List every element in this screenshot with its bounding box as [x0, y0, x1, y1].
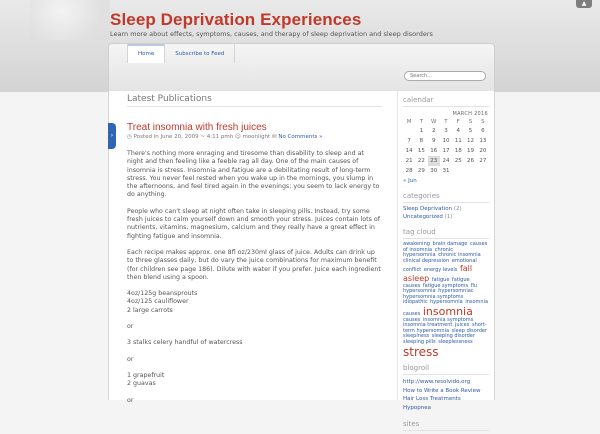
- tag-link[interactable]: hypersomnia: [403, 252, 436, 259]
- calendar-week: [403, 126, 489, 136]
- tag-link[interactable]: insomnia causes: [403, 299, 489, 317]
- calendar-day: 11: [454, 138, 462, 144]
- calendar-day: 14: [405, 148, 413, 154]
- recipe-separator: or: [127, 396, 134, 404]
- categories-widget-title: categories: [403, 192, 489, 203]
- calendar-prev-month-link[interactable]: « Jun: [403, 178, 417, 184]
- navigation-bar: [108, 43, 495, 91]
- calendar-table: [403, 118, 489, 176]
- recipe-ingredient: 2 large carrots: [127, 306, 173, 314]
- tag-link[interactable]: causes of insomnia: [403, 241, 488, 253]
- calendar-day: 17: [442, 148, 450, 154]
- calendar-day: 20: [479, 148, 487, 154]
- calendar-day: 16: [430, 148, 438, 154]
- recipe-separator: or: [127, 323, 134, 331]
- calendar-day: 7: [407, 138, 411, 144]
- blogroll-link[interactable]: Hypopnea: [403, 404, 431, 411]
- post-meta: [127, 134, 322, 140]
- calendar-widget-title: calendar: [403, 96, 489, 107]
- calendar-day: 6: [481, 128, 485, 134]
- chevron-up-icon: ▲: [581, 0, 587, 7]
- post-author: moonlight: [242, 134, 271, 140]
- recipe-list: [127, 290, 382, 315]
- sites-widget-title: sites: [403, 420, 489, 431]
- tag-link[interactable]: sleepiness: [403, 333, 430, 340]
- list-item: [403, 214, 489, 222]
- tag-link[interactable]: fall asleep: [403, 264, 473, 283]
- recipe-ingredient: 3 stalks celery handful of watercress: [127, 339, 243, 347]
- calendar-day: [477, 166, 489, 176]
- sidebar: [403, 96, 489, 434]
- tag-link[interactable]: stress: [403, 344, 439, 359]
- side-expand-tab[interactable]: [108, 123, 116, 149]
- calendar-day: 10: [442, 138, 450, 144]
- calendar-weekday: W: [430, 119, 437, 125]
- recipe-separator: or: [127, 355, 134, 363]
- post-paragraph: People who can't sleep at night often take in sleeping pills. Instead, try some fresh juices to calm yourself down and smooth your stress. Juices contain lots of nutrients, vitamins, magnesium, calcium and they really have a great effect in fighting fatigue and insomnia.: [127, 207, 380, 240]
- calendar-day: 28: [405, 168, 413, 174]
- category-count: (1): [444, 213, 453, 220]
- sidebar-divider: [397, 91, 398, 400]
- section-divider: [127, 106, 382, 107]
- collapse-toggle-button[interactable]: [576, 0, 592, 8]
- calendar-day: 1: [419, 128, 424, 134]
- calendar-day: [403, 126, 415, 136]
- tag-link[interactable]: short-term hypersomnia: [403, 322, 487, 334]
- blogroll-link[interactable]: Hair Loss Treatments: [403, 396, 461, 403]
- tag-link[interactable]: causes: [403, 316, 421, 323]
- calendar-day: 21: [405, 158, 413, 164]
- tag-link[interactable]: idiopathic: [403, 299, 428, 306]
- calendar-weekday: S: [481, 119, 485, 125]
- calendar-weekday: M: [406, 119, 412, 125]
- calendar-caption: MARCH 2016: [452, 111, 488, 117]
- user-icon: ☺: [234, 134, 241, 140]
- categories-list: [403, 206, 489, 221]
- calendar-day: 2: [431, 128, 436, 134]
- calendar-week: [403, 156, 489, 166]
- tag-link[interactable]: sleep disorder: [451, 327, 488, 334]
- tag-link[interactable]: emotional conflict: [403, 257, 477, 274]
- category-link[interactable]: Uncategorized: [403, 213, 443, 220]
- site-description: Learn more about effects, symptoms, causes, and therapy of sleep deprivation and sleep disorders: [110, 30, 433, 38]
- blogroll-list: [403, 378, 489, 412]
- calendar-day: 23: [428, 156, 440, 166]
- tag-link[interactable]: hypersomnia: [430, 299, 463, 306]
- section-title: Latest Publications: [127, 94, 212, 104]
- tag-link[interactable]: hypersomnia symptoms: [403, 293, 464, 300]
- calendar-day: [464, 166, 476, 176]
- calendar-day: 25: [454, 158, 462, 164]
- calendar-week: [403, 166, 489, 176]
- tag-cloud-widget-title: tag cloud: [403, 228, 489, 239]
- list-item: [403, 206, 489, 214]
- tag-link[interactable]: flu: [470, 282, 478, 289]
- tag-link[interactable]: hypersomnia: [403, 288, 436, 295]
- post-date: Posted in June 20, 2009 ~ 4:11 pmh: [133, 134, 234, 140]
- recipe-ingredient: 4oz/125 cauliflower: [127, 298, 189, 306]
- search-input[interactable]: [404, 71, 486, 81]
- tag-cloud: [403, 242, 489, 358]
- calendar-day: 15: [417, 148, 425, 154]
- tag-link[interactable]: chronic: [434, 246, 453, 253]
- calendar-day: 19: [467, 148, 475, 154]
- recipe-ingredient: 2 guavas: [127, 380, 156, 388]
- clock-icon: ◷: [127, 134, 132, 140]
- calendar-day: 22: [417, 158, 425, 164]
- tag-link[interactable]: fatigue causes: [403, 276, 470, 289]
- comment-icon: ✉: [271, 134, 277, 140]
- post-title-link[interactable]: Treat insomnia with fresh juices: [127, 122, 267, 133]
- calendar-day: 12: [467, 138, 475, 144]
- calendar-weekday: T: [444, 119, 448, 125]
- calendar-day: 13: [479, 138, 487, 144]
- calendar-day: 4: [456, 128, 461, 134]
- post-paragraph: Each recipe makes approx. one 8fl oz/230ml glass of juice. Adults can drink up to three glasses daily, but do vary the juice combinations for maximum benefit (for children see page 186). Dilute with water if you prefer. Juice each ingredient then blend using a spoon.: [127, 248, 381, 281]
- calendar-day: [452, 166, 464, 176]
- post-comments-link[interactable]: No Comments »: [278, 134, 323, 140]
- tag-link[interactable]: brain damage: [432, 241, 468, 247]
- calendar-day: 27: [479, 158, 487, 164]
- tag-link[interactable]: insomnia symptoms: [422, 316, 474, 323]
- tag-link[interactable]: hypersomniac: [438, 288, 474, 295]
- calendar-week: [403, 136, 489, 146]
- post-paragraph: There's nothing more enraging and tiresome than disability to sleep and at night and then feeling like a feeble rag all day. One of the main causes of insomnia is stress. Insomnia and fatigue are a debilitating result of long-term stress. You never feel rested when you wake up in the mornings, you slump in the afternoons, and feel tired again in the evenings; you seem to lack energy to do anything.: [127, 150, 380, 199]
- tag-link[interactable]: fatigue symptoms: [422, 282, 469, 289]
- tag-link[interactable]: insomnia treatment: [403, 322, 453, 329]
- recipe-ingredient: 1 grapefruit: [127, 371, 165, 379]
- tag-link[interactable]: awakening: [403, 241, 430, 247]
- blogroll-widget-title: blogroll: [403, 364, 489, 375]
- calendar-day: 30: [430, 168, 438, 174]
- blogroll-link[interactable]: http://www.resolvido.org: [403, 379, 471, 386]
- tag-link[interactable]: fatigue: [431, 276, 450, 283]
- calendar-day: 5: [468, 128, 473, 134]
- category-count: (2): [453, 206, 462, 212]
- category-link[interactable]: Sleep Deprivation: [403, 206, 453, 212]
- calendar-day: 24: [442, 158, 450, 164]
- chevron-right-icon: ›: [110, 132, 114, 139]
- tag-link[interactable]: sleeping pills: [403, 338, 436, 345]
- recipe-list: [127, 372, 382, 389]
- nav-tabs: [127, 44, 235, 63]
- calendar-weekday: S: [468, 119, 473, 125]
- calendar-day: 26: [467, 158, 475, 164]
- recipe-ingredient: 4oz/125g beansprouts: [127, 290, 198, 298]
- header-decoration: [30, 0, 110, 40]
- calendar-day: 29: [417, 168, 425, 174]
- calendar-week: [403, 146, 489, 156]
- tag-link[interactable]: clinical depression: [403, 257, 450, 264]
- calendar-day: 8: [419, 138, 424, 144]
- tag-link[interactable]: insomnia: [422, 304, 473, 318]
- site-title[interactable]: Sleep Deprivation Experiences: [110, 10, 362, 29]
- calendar-day: 9: [431, 138, 436, 144]
- tag-link[interactable]: sleeping disorder: [431, 333, 475, 340]
- tab-home[interactable]: Home: [127, 44, 165, 63]
- tag-link[interactable]: energy levels: [423, 267, 458, 274]
- calendar-day: 3: [444, 128, 448, 134]
- calendar-weekday: T: [419, 119, 424, 125]
- tag-link[interactable]: chronic insomnia: [438, 252, 481, 259]
- calendar-day: 31: [442, 168, 450, 174]
- calendar-day: 18: [454, 148, 462, 154]
- tag-link[interactable]: juices: [454, 322, 470, 329]
- blogroll-link[interactable]: How to Write a Book Review: [403, 387, 481, 394]
- calendar-weekday: F: [456, 119, 460, 125]
- tab-subscribe-to-feed[interactable]: Subscribe to Feed: [165, 44, 235, 63]
- tag-link[interactable]: sleeplessness: [438, 338, 473, 345]
- post-body: [127, 150, 382, 413]
